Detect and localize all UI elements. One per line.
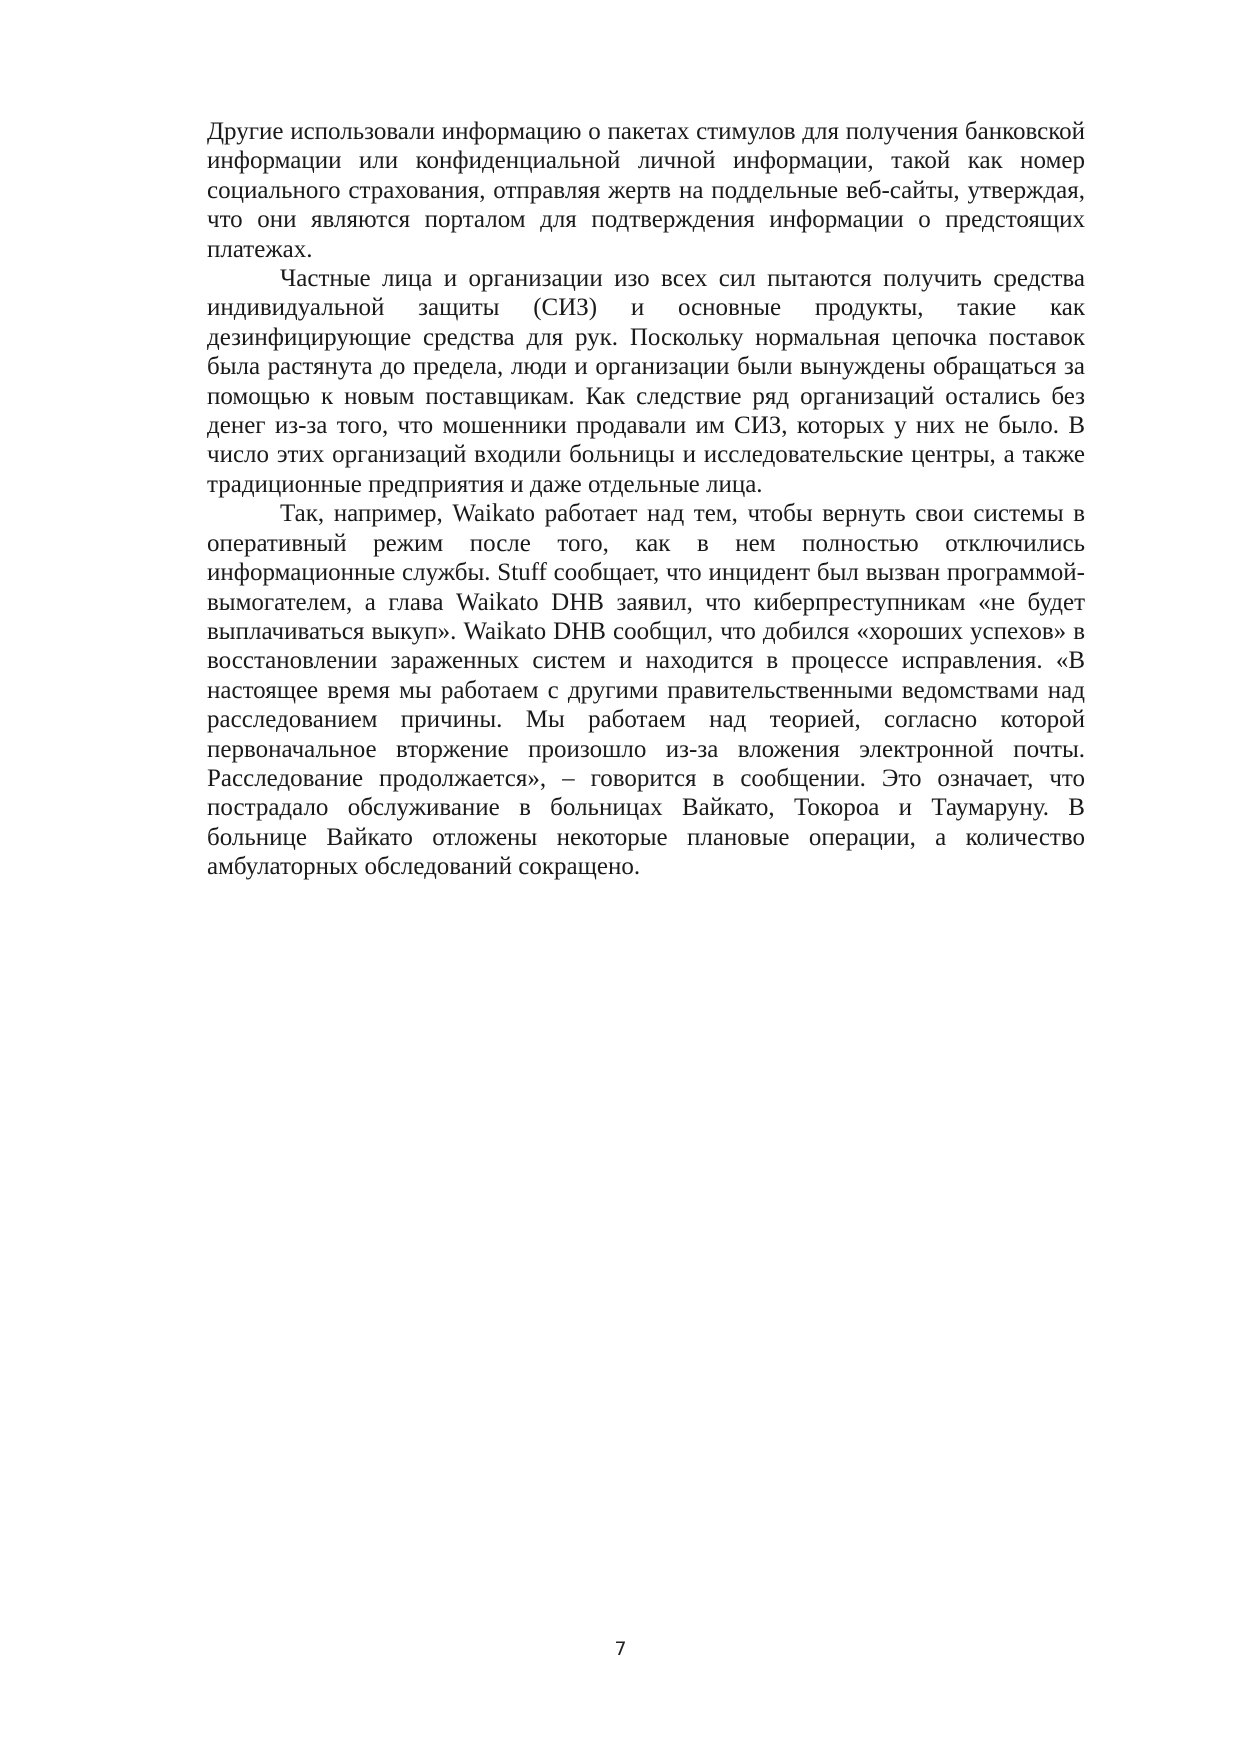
paragraph-3: Так, например, Waikato работает над тем, чтобы вернуть свои системы в оперативный режим после того, как в нем полностью отключились информационные службы. Stuff сообщает, что инцидент был вызван программой-вымогателем, а глава Waikato DHB заявил, что киберпреступникам «не будет выплачиваться выкуп». Waikato DHB сообщил, что добился «хороших успехов» в восстановлении зараженных систем и находится в процессе исправления. «В настоящее время мы работаем с другими правительственными ведомствами над расследованием причины. Мы работаем над теорией, согласно которой первоначальное вторжение произошло из-за вложения электронной почты. Расследование продолжается», – говорится в сообщении. Это означает, что пострадало обслуживание в больницах Вайкато, Токороа и Таумаруну. В больнице Вайкато отложены некоторые плановые операции, а количество амбулаторных обследований сокращено. (207, 500, 1085, 881)
paragraph-2: Частные лица и организации изо всех сил пытаются получить средства индивидуальной защиты (СИЗ) и основные продукты, такие как дезинфицирующие средства для рук. Поскольку нормальная цепочка поставок была растянута до предела, люди и организации были вынуждены обращаться за помощью к новым поставщикам. Как следствие ряд организаций остались без денег из-за того, что мошенники продавали им СИЗ, которых у них не было. В число этих организаций входили больницы и исследовательские центры, а также традиционные предприятия и даже отдельные лица. (207, 265, 1085, 498)
paragraph-1: Другие использовали информацию о пакетах стимулов для получения банковской информации или конфиденциальной личной информации, такой как номер социального страхования, отправляя жертв на поддельные веб-сайты, утверждая, что они являются порталом для подтверждения информации о предстоящих платежах. (207, 118, 1085, 263)
body-text (207, 117, 1085, 882)
page-number: 7 (614, 1638, 627, 1660)
